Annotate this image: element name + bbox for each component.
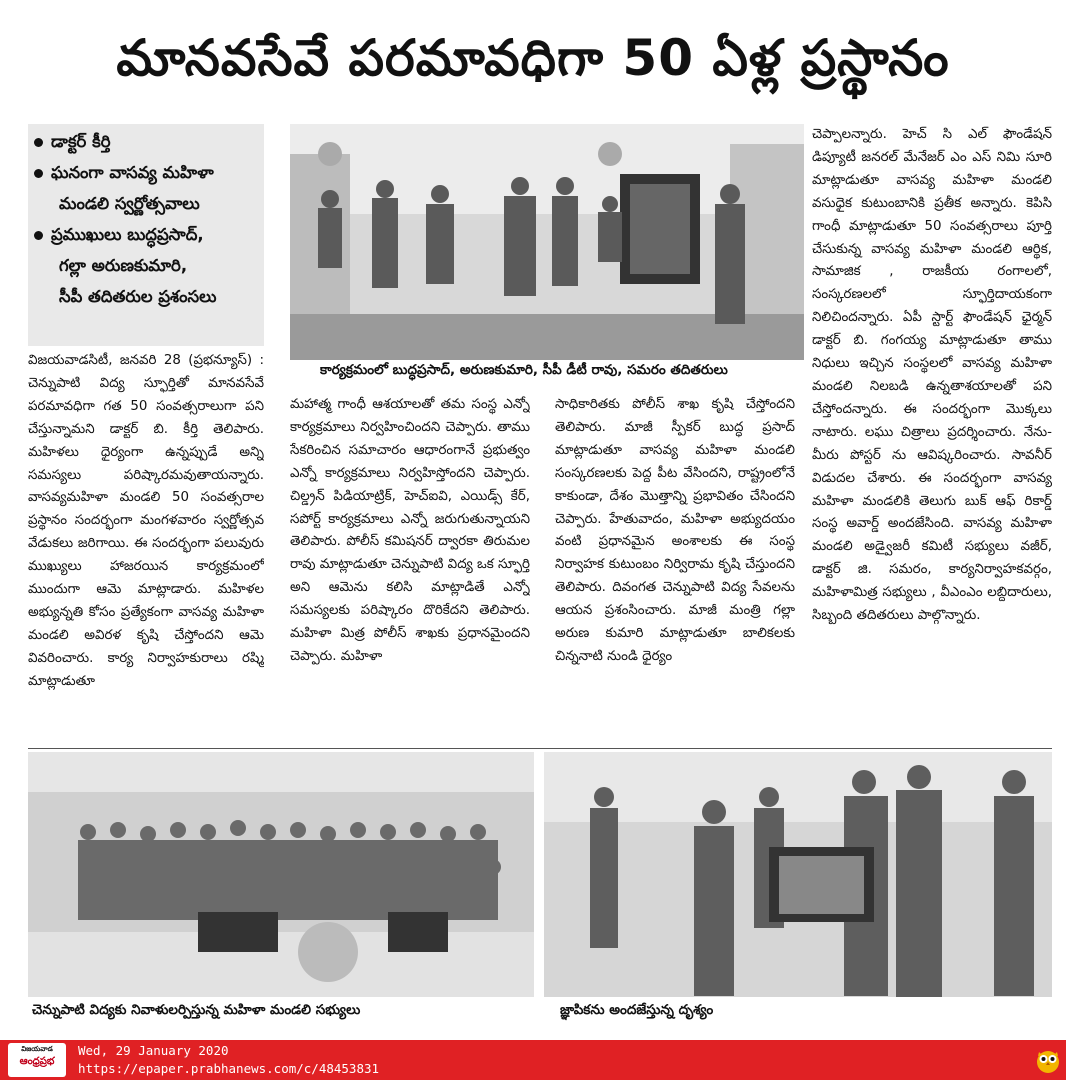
andhraprabha-logo — [8, 1043, 66, 1077]
caption-bottom-left: చెన్నుపాటి విద్యకు నివాళులర్పిస్తున్న మహిళా మండలి సభ్యులు — [32, 1002, 361, 1018]
members-photo-illustration — [28, 752, 534, 997]
highlight-item-continued: సీపీ తదితరుల ప్రశంసలు — [59, 287, 217, 306]
stage-photo-illustration — [290, 124, 804, 360]
event-photo-memento — [544, 752, 1052, 997]
caption-top-photo: కార్యక్రమంలో బుద్ధప్రసాద్, అరుణకుమారి, సీపీ డీటీ రావు, సమరం తదితరులు — [320, 362, 728, 378]
highlight-item: డాక్టర్ కీర్తి — [34, 126, 258, 157]
article-column-2 — [290, 394, 530, 744]
headline: మానవసేవే పరమావధిగా 50 ఏళ్ల ప్రస్థానం — [116, 29, 950, 87]
highlight-item-continued: గల్లా అరుణకుమారి, — [59, 256, 188, 275]
event-photo-members — [28, 752, 534, 997]
article-text: సాధికారితకు పోలీస్ శాఖ కృషి చేస్తోందని తెలిపారు. మాజీ స్పీకర్ బుద్ధ ప్రసాద్ మాట్లాడుతూ వాసవ్య మహిళా మండలి సంస్కరణలకు పెద్ద పీట వేసిందని, రాష్ట్రంలోనే కాకుండా, దేశం మొత్తాన్ని ప్రభావితం చేసిందని చెప్పారు. హేతువాదం, మహిళా అభ్యుదయం వంటి ప్రధానమైన అంశాలకు ఈ సంస్థ నిర్వాహక కుటుంబం నిర్విరామ కృషి చేస్తుందని తెలిపారు. దివంగత చెన్నుపాటి విద్య సేవలను ఆయన ప్రశంసించారు. మాజీ మంత్రి గల్లా అరుణ కుమారి మాట్లాడుతూ బాలికలకు చిన్ననాటి నుండి ధైర్యం — [555, 397, 795, 664]
owl-icon — [1034, 1046, 1062, 1074]
article-column-4 — [812, 124, 1052, 744]
article-column-3 — [555, 394, 795, 744]
highlight-item-continued: మండలి స్వర్ణోత్సవాలు — [59, 194, 200, 213]
article-text: చెప్పాలన్నారు. హెచ్ సి ఎల్ ఫౌండేషన్ డిప్యూటీ జనరల్ మేనేజర్ ఎం ఎస్ నిమి సూరి మాట్లాడుతూ వాసవ్య మహిళా మండలి వసుధైక కుటుంబానికి ప్రతీక అన్నారు. కెపిసి గాంధీ మాట్లాడుతూ 50 సంవత్సరాలు పూర్తి చేసుకున్న వాసవ్య మహిళా మండలి ఆర్థిక, సామాజిక , రాజకీయ రంగాలలో, సంస్కరణలలో స్ఫూర్తిదాయకంగా నిలిచిందన్నారు. ఏపీ స్టార్ట్ ఫౌండేషన్ ఛైర్మన్ డాక్టర్ బి. గంగయ్య మాట్లాడుతూ తాము నిధులు ఇచ్చిన సంస్థలలో వాసవ్య మహిళా మండలి నిలబడి ఉన్నతాశయాలతో పని చేస్తోందన్నారు. ఈ సందర్భంగా మొక్కలు నాటారు. లఘు చిత్రాలు ప్రదర్శించారు. నేను- మీరు పోస్టర్ ను ఆవిష్కరించారు. సావనీర్ విడుదల చేశారు. ఈ సందర్భంగా వాసవ్య మహిళా మండలికి తెలుగు బుక్ ఆఫ్ రికార్డ్ సంస్థ అవార్డ్ అందజేసింది. వాసవ్య మహిళా మండలి అడ్వైజరీ కమిటీ సభ్యులు వజీర్, డాక్టర్ జి. సమరం, కార్యనిర్వాహకవర్గం, మహిళామిత్ర సభ్యులు , వీఎంఎం లబ్దిదారులు, సిబ్బంది తదితరులు పాల్గొన్నారు. — [812, 127, 1052, 624]
divider — [28, 748, 1052, 749]
highlights-box — [28, 124, 264, 346]
caption-bottom-right: జ్ఞాపికను అందజేస్తున్న దృశ్యం — [560, 1002, 714, 1018]
article-text: మహాత్మ గాంధీ ఆశయాలతో తమ సంస్థ ఎన్నో కార్యక్రమాలు నిర్వహించిందని చెప్పారు. తాము సేకరించిన సమాచారం ఆధారంగానే ప్రభుత్వం ఎన్నో కార్యక్రమాలు నిర్వహిస్తోందని చెప్పారు. చిల్డ్రన్ పిడియాట్రిక్, హెచ్ఐవి, ఎయిడ్స్ కేర్, సపోర్ట్ కార్యక్రమాలు ఎన్నో జరుగుతున్నాయని తెలిపారు. పోలీస్ కమిషనర్ ద్వారకా తిరుమల రావు మాట్లాడుతూ చెన్నుపాటి విద్య ఒక స్ఫూర్తి అని ఆమెను కలిసి మాట్లాడితే ఎన్నో సమస్యలకు పరిష్కారం దొరికేదని తెలిపారు. మహిళా మిత్ర పోలీస్ శాఖకు ప్రధానమైందని చెప్పారు. మహిళా — [290, 397, 530, 664]
highlight-item: ఘనంగా వాసవ్య మహిళా — [34, 157, 258, 188]
footer-bar — [0, 1040, 1066, 1080]
epaper-link[interactable]: https://epaper.prabhanews.com/c/48453831 — [78, 1061, 380, 1076]
highlight-item: ప్రముఖులు బుద్ధప్రసాద్, — [34, 219, 258, 250]
event-photo-stage — [290, 124, 804, 360]
logo-edition: విజయవాడ — [21, 1045, 53, 1053]
edition-date: Wed, 29 January 2020 — [78, 1043, 229, 1058]
bullet-icon — [34, 138, 43, 147]
bullet-icon — [34, 169, 43, 178]
memento-photo-illustration — [544, 752, 1052, 997]
article-column-1 — [28, 350, 264, 745]
bullet-icon — [34, 231, 43, 240]
logo-title: ఆంధ్రప్రభ — [19, 1056, 55, 1067]
article-text: విజయవాడసిటీ, జనవరి 28 (ప్రభన్యూస్) : చెన్నుపాటి విద్య స్ఫూర్తితో మానవసేవే పరమావధిగా గత 50 సంవత్సరాలుగా పని చేస్తున్నామని డాక్టర్ బి. కీర్తి తెలిపారు. మహిళలు ధైర్యంగా ఉన్నప్పుడే అన్ని సమస్యలు పరిష్కారమవుతాయన్నారు. వాసవ్యమహిళా మండలి 50 సంవత్సరాల ప్రస్థానం సందర్భంగా మంగళవారం స్వర్ణోత్సవ వేడుకలు జరిగాయి. ఈ సందర్భంగా పలువురు ముఖ్యులు హాజరయిన కార్యక్రమంలో ముందుగా ఆమె మాట్లాడారు. మహిళల అభ్యున్నతి కోసం ప్రత్యేకంగా వాసవ్య మహిళా మండలి అవిరళ కృషి చేస్తోందని ఆమె వివరించారు. కార్య నిర్వాహకురాలు రష్మి మాట్లాడుతూ — [28, 353, 264, 689]
